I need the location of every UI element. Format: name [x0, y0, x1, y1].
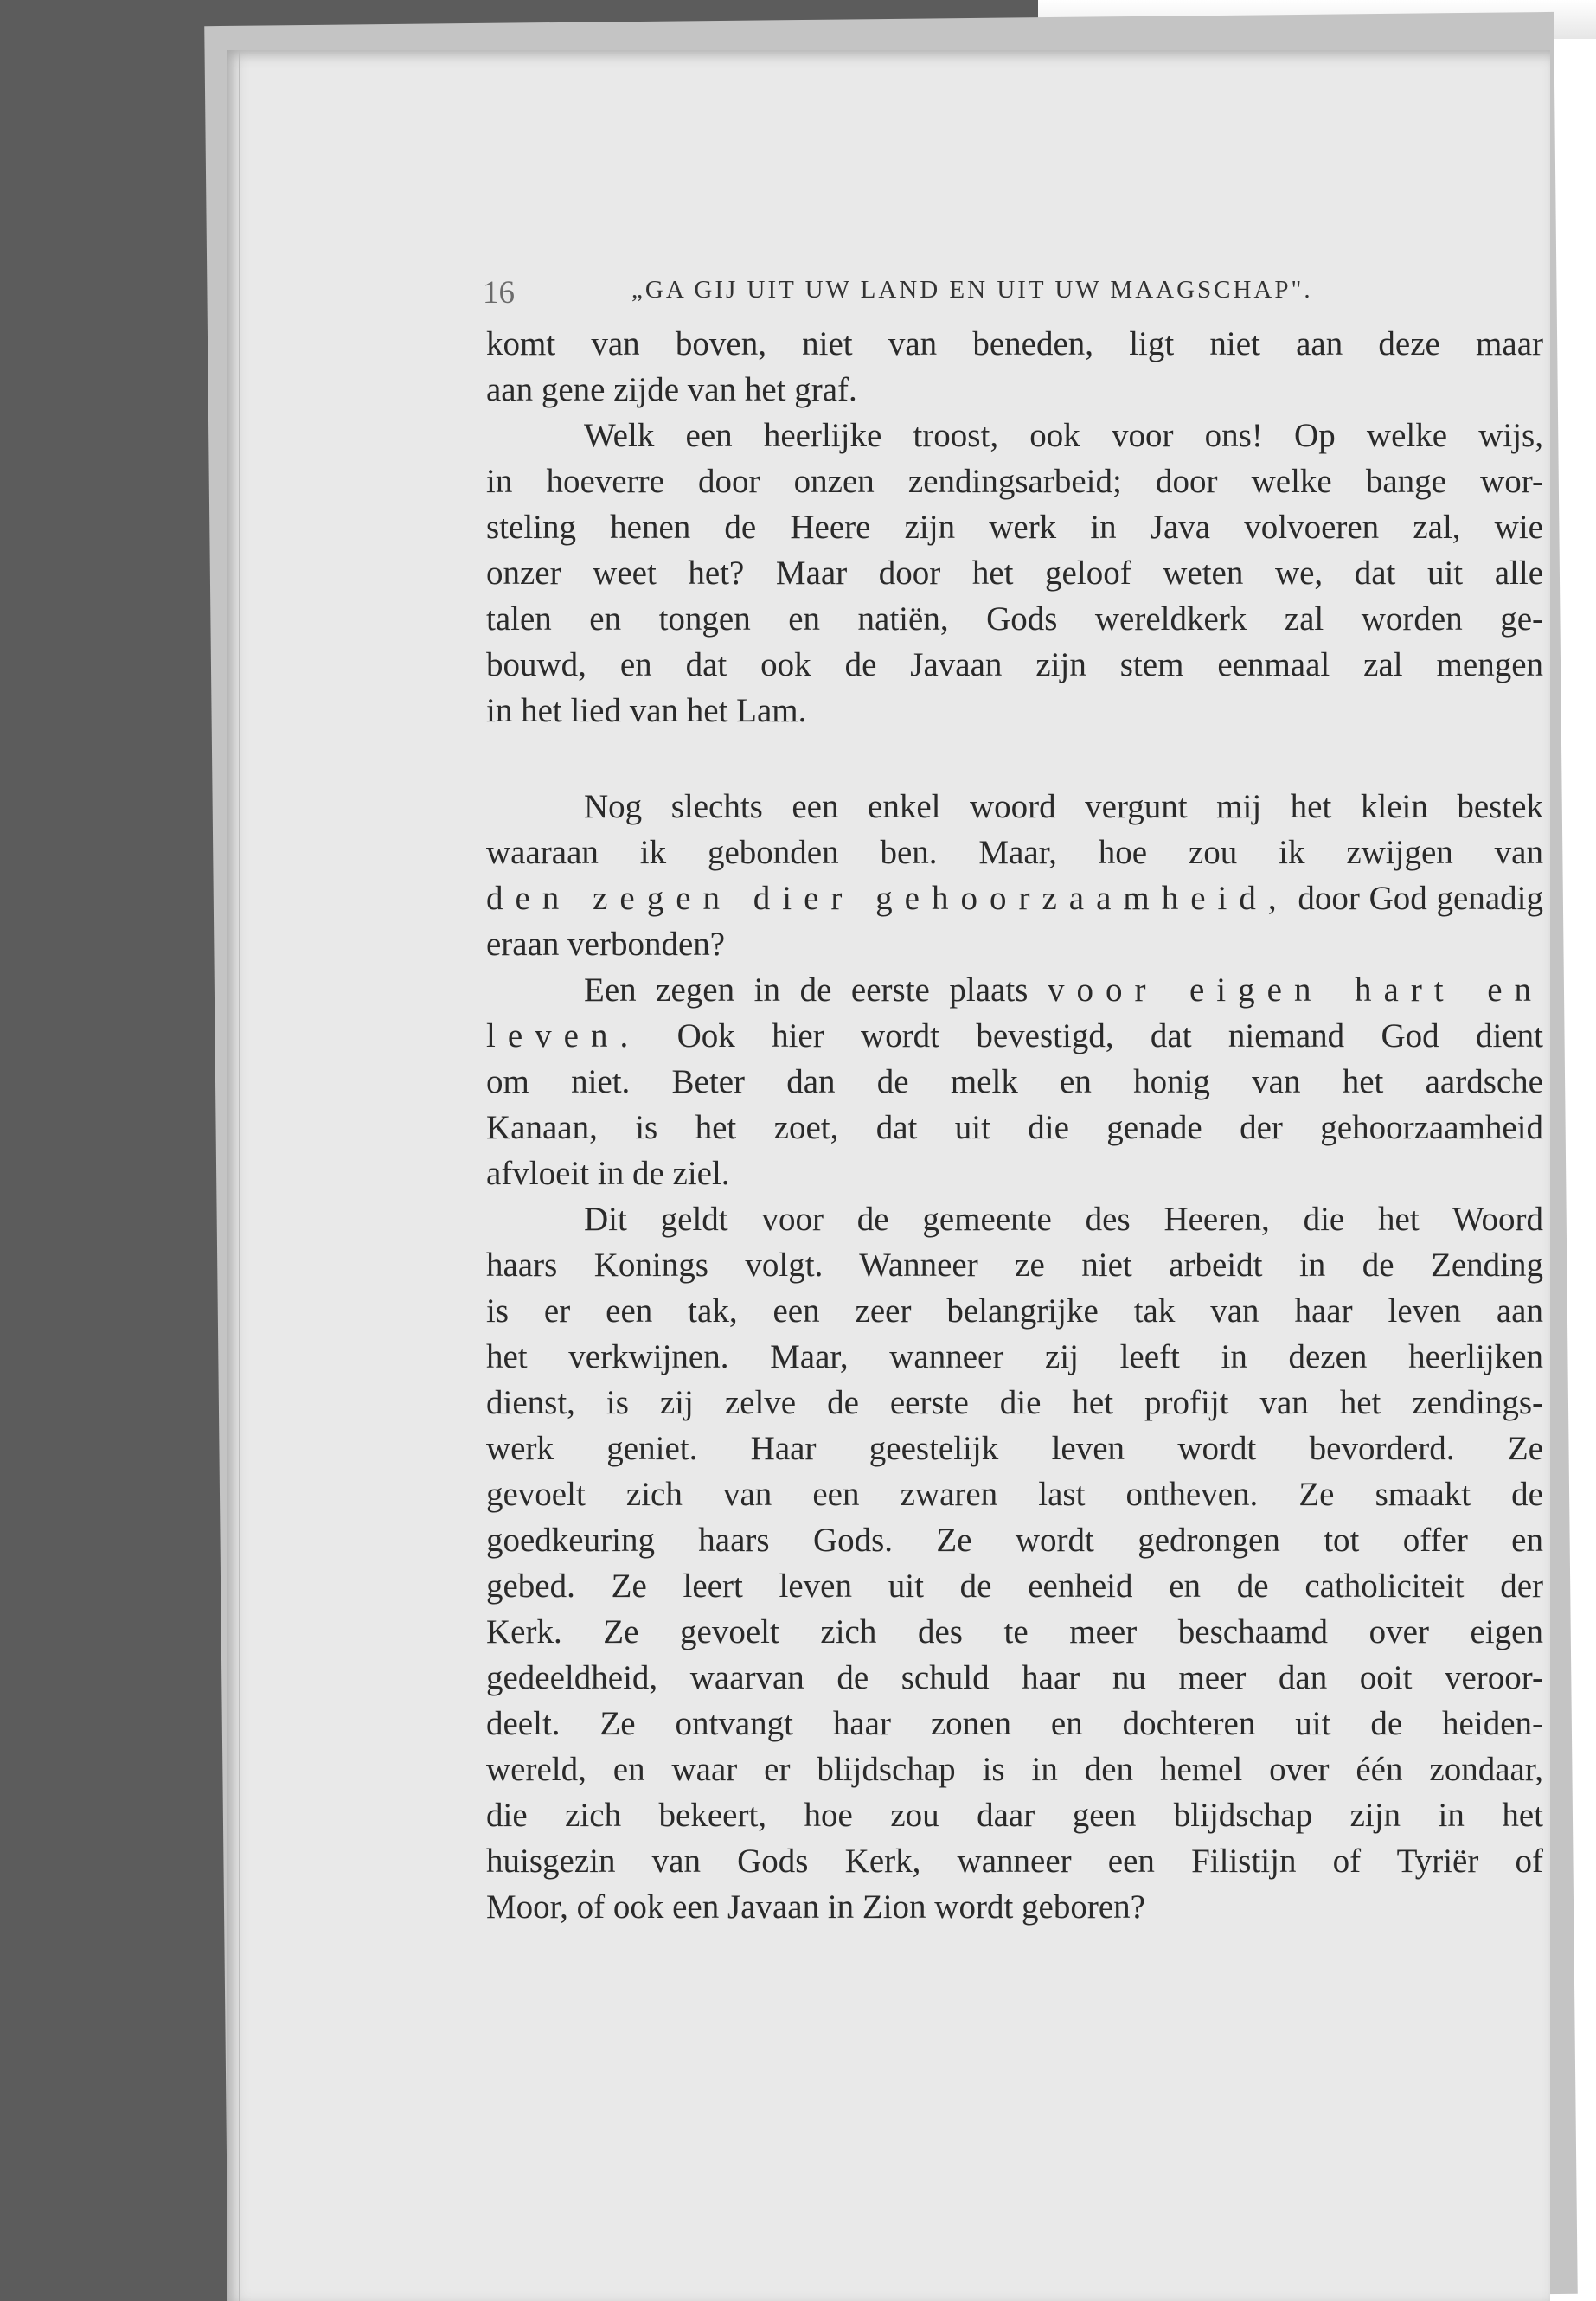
- paragraph-5: [486, 1196, 1543, 1930]
- text-line: het verkwijnen. Maar, wanneer zij leeft in dezen heerlijken: [486, 1338, 1543, 1375]
- text-line: in hoeverre door onzen zendingsarbeid; door welke bange wor-: [486, 463, 1543, 500]
- running-head: [483, 264, 1543, 311]
- paragraph-2: [486, 413, 1543, 734]
- text-line: die zich bekeert, hoe zou daar geen blijdschap zijn in het: [486, 1797, 1543, 1834]
- paragraph-gap: [486, 734, 1543, 784]
- text-line: is er een tak, een zeer belangrijke tak van haar leven aan: [486, 1292, 1543, 1330]
- text-line: talen en tongen en natiën, Gods wereldkerk zal worden ge-: [486, 600, 1543, 638]
- text-line: goedkeuring haars Gods. Ze wordt gedrongen tot offer en: [486, 1522, 1543, 1559]
- text-line: komt van boven, niet van beneden, ligt niet aan deze maar: [486, 325, 1543, 362]
- text-line: huisgezin van Gods Kerk, wanneer een Filistijn of Tyriër of: [486, 1843, 1543, 1880]
- emphasis-spaced: den zegen dier gehoorzaamheid,: [486, 880, 1289, 917]
- paragraph-1: [486, 321, 1543, 413]
- page-number: 16: [483, 275, 515, 311]
- text-line: [486, 1013, 1543, 1059]
- emphasis-spaced: voor eigen hart en: [1047, 971, 1544, 1009]
- text-line: gevoelt zich van een zwaren last ontheven. Ze smaakt de: [486, 1476, 1543, 1513]
- text-line: Kanaan, is het zoet, dat uit die genade der gehoorzaamheid: [486, 1109, 1543, 1146]
- text-line: [486, 967, 1543, 1013]
- page-stack-edge: [239, 52, 240, 2301]
- text-line: in het lied van het Lam.: [486, 692, 807, 729]
- text-fragment: Een zegen in de eerste plaats: [584, 971, 1029, 1009]
- text-line: onzer weet het? Maar door het geloof weten we, dat uit alle: [486, 554, 1543, 592]
- text-line: [486, 875, 1543, 921]
- text-column: [483, 264, 1544, 1930]
- text-line: eraan verbonden?: [486, 926, 726, 963]
- text-line: werk geniet. Haar geestelijk leven wordt bevorderd. Ze: [486, 1430, 1543, 1467]
- text-line: haars Konings volgt. Wanneer ze niet arbeidt in de Zending: [486, 1247, 1543, 1284]
- text-fragment: Ook hier wordt bevestigd, dat niemand God dient: [676, 1017, 1543, 1054]
- text-fragment: door God genadig: [1298, 880, 1543, 917]
- paragraph-4: [486, 967, 1543, 1196]
- text-line: aan gene zijde van het graf.: [486, 371, 857, 408]
- text-line: wereld, en waar er blijdschap is in den hemel over één zondaar,: [486, 1751, 1543, 1788]
- text-line: Moor, of ook een Javaan in Zion wordt geboren?: [486, 1888, 1145, 1926]
- text-line: dienst, is zij zelve de eerste die het profijt van het zendings-: [486, 1384, 1543, 1421]
- emphasis-spaced: leven.: [486, 1017, 641, 1054]
- text-line: gedeeldheid, waarvan de schuld haar nu meer dan ooit veroor-: [486, 1659, 1543, 1696]
- text-line: deelt. Ze ontvangt haar zonen en dochteren uit de heiden-: [486, 1705, 1543, 1742]
- text-line: bouwd, en dat ook de Javaan zijn stem eenmaal zal mengen: [486, 646, 1543, 683]
- text-line: afvloeit in de ziel.: [486, 1155, 730, 1192]
- text-line: om niet. Beter dan de melk en honig van het aardsche: [486, 1063, 1543, 1100]
- text-line: Nog slechts een enkel woord vergunt mij het klein bestek: [584, 788, 1543, 825]
- text-line: Kerk. Ze gevoelt zich des te meer beschaamd over eigen: [486, 1613, 1543, 1650]
- text-line: steling henen de Heere zijn werk in Java volvoeren zal, wie: [486, 509, 1543, 546]
- running-title: „GA GIJ UIT UW LAND EN UIT UW MAAGSCHAP".: [631, 276, 1313, 304]
- text-line: waaraan ik gebonden ben. Maar, hoe zou ik zwijgen van: [486, 834, 1543, 871]
- text-line: gebed. Ze leert leven uit de eenheid en de catholiciteit der: [486, 1567, 1543, 1605]
- paragraph-3: [486, 784, 1543, 967]
- text-line: Dit geldt voor de gemeente des Heeren, die het Woord: [584, 1201, 1543, 1238]
- text-line: Welk een heerlijke troost, ook voor ons! Op welke wijs,: [584, 417, 1543, 454]
